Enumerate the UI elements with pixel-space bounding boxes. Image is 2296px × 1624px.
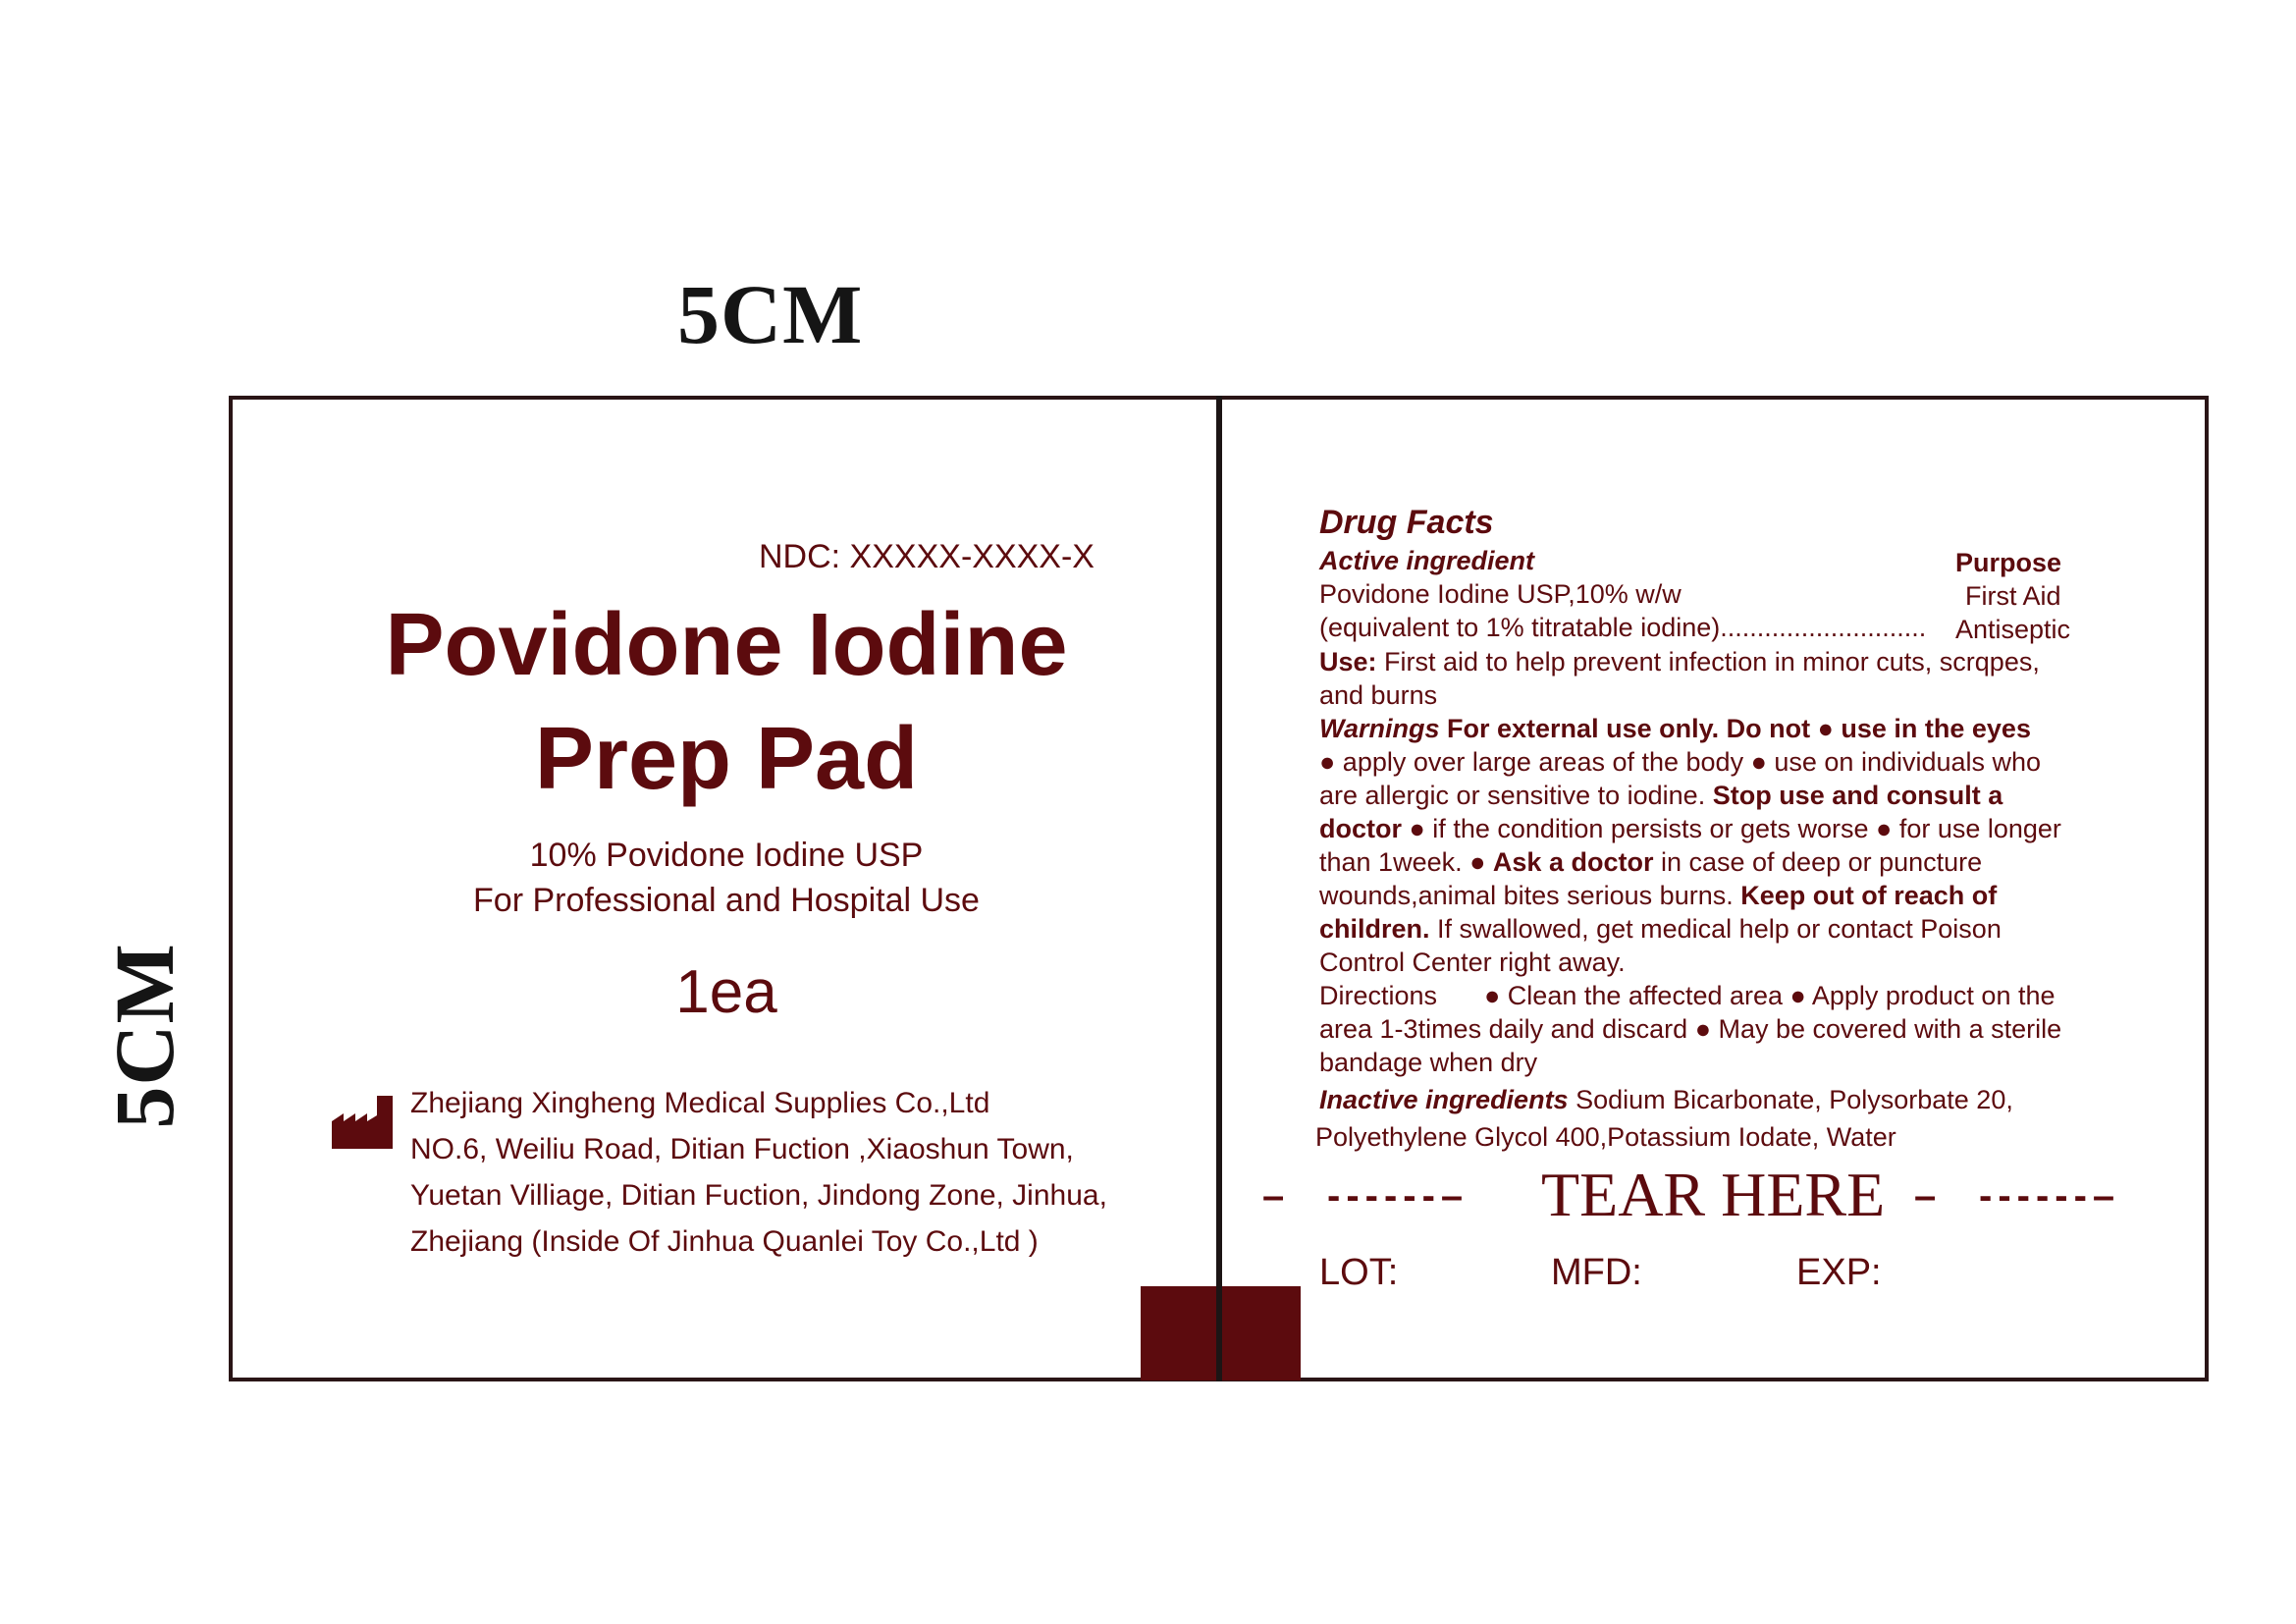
tear-tab-right <box>1222 1286 1301 1380</box>
warnings-line: wounds,animal bites serious burns. Keep out of reach of <box>1319 881 1998 910</box>
manufacturer-line: Zhejiang Xingheng Medical Supplies Co.,Ltd <box>410 1087 990 1119</box>
height-dimension-label: 5CM <box>97 943 191 1129</box>
quantity: 1ea <box>675 958 777 1026</box>
inactive-ingredients-line: Polyethylene Glycol 400,Potassium Iodate, Water <box>1315 1122 1896 1152</box>
tear-here-label: TEAR HERE <box>1541 1160 1886 1229</box>
exp-label: EXP: <box>1796 1252 1882 1293</box>
use-line: Use: First aid to help prevent infection in minor cuts, scrqpes, <box>1319 647 2040 677</box>
manufacturer-line: NO.6, Weiliu Road, Ditian Fuction ,Xiaoshun Town, <box>410 1133 1074 1165</box>
use-line-cont: and burns <box>1319 680 1438 710</box>
tear-tab-left <box>1141 1286 1216 1380</box>
purpose-antiseptic: Antiseptic <box>1955 615 2071 644</box>
manufacturer-line: Yuetan Villiage, Ditian Fuction, Jindong Zone, Jinhua, <box>410 1179 1107 1212</box>
warnings-line: than 1week. ● Ask a doctor in case of deep or puncture <box>1319 847 1983 877</box>
inactive-ingredients-line: Inactive ingredients Sodium Bicarbonate, Polysorbate 20, <box>1319 1085 2013 1114</box>
strength-line: 10% Povidone Iodine USP <box>529 837 924 874</box>
product-title-line1: Povidone Iodine <box>385 596 1068 694</box>
tear-dash: ------– <box>1327 1174 1469 1218</box>
active-ingredient-equivalent: (equivalent to 1% titratable iodine)............................ <box>1319 613 1927 642</box>
directions-line: ● Clean the affected area ● Apply product on the <box>1484 981 2056 1010</box>
width-dimension-label: 5CM <box>677 267 864 361</box>
warnings-line: ● apply over large areas of the body ● use on individuals who <box>1319 747 2042 777</box>
center-fold-line <box>1216 396 1222 1381</box>
active-ingredient-line: Povidone Iodine USP,10% w/w <box>1319 579 1682 609</box>
tear-dash: – <box>1262 1174 1291 1218</box>
purpose-line: First Aid <box>1965 581 2061 611</box>
product-title-line2: Prep Pad <box>534 710 919 808</box>
mfd-label: MFD: <box>1551 1252 1642 1293</box>
manufacturer-line: Zhejiang (Inside Of Jinhua Quanlei Toy Co.,Ltd ) <box>410 1225 1039 1258</box>
active-ingredient-heading: Active ingredient <box>1319 546 1535 575</box>
ndc-code: NDC: XXXXX-XXXX-X <box>759 538 1095 575</box>
purpose-heading: Purpose <box>1955 548 2062 577</box>
warnings-line: Warnings For external use only. Do not ● use in the eyes <box>1319 714 2031 743</box>
directions-line: bandage when dry <box>1319 1048 1538 1077</box>
factory-icon <box>332 1092 395 1149</box>
tear-dash: ------– <box>1979 1174 2121 1218</box>
directions-label: Directions <box>1319 981 1438 1010</box>
lot-label: LOT: <box>1319 1252 1399 1293</box>
drug-facts-title: Drug Facts <box>1319 504 1494 541</box>
directions-line: area 1-3times daily and discard ● May be covered with a sterile <box>1319 1014 2062 1044</box>
warnings-line: Control Center right away. <box>1319 947 1626 977</box>
warnings-line: doctor ● if the condition persists or gets worse ● for use longer <box>1319 814 2061 843</box>
usage-line: For Professional and Hospital Use <box>473 882 980 919</box>
tear-dash: – <box>1914 1174 1943 1218</box>
warnings-line: children. If swallowed, get medical help or contact Poison <box>1319 914 2002 944</box>
warnings-line: are allergic or sensitive to iodine. Stop use and consult a <box>1319 781 2003 810</box>
